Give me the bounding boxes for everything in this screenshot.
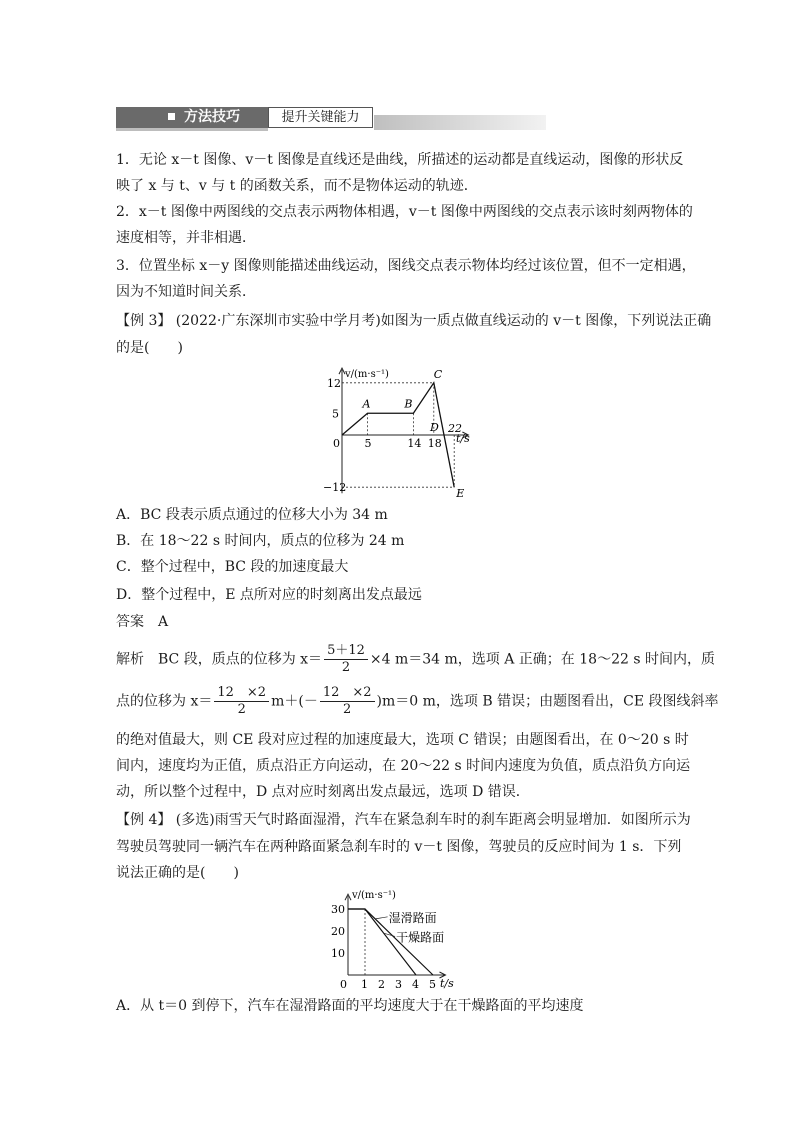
chart2-y-tick-label: 10: [331, 947, 345, 960]
fraction-3-denominator: 2: [343, 702, 352, 717]
example3-analysis-line-4: 间内，速度均为正值，质点沿正方向运动，在 20～22 s 时间内速度为负值，质点沿负方向运: [116, 758, 691, 774]
analysis-text: 解析 BC 段，质点的位移为 x＝: [116, 651, 323, 668]
example3-vt-chart: [320, 366, 500, 498]
point-3-line-2: 因为不知道时间关系．: [116, 284, 256, 300]
chart2-series-label-2: 干燥路面: [396, 930, 445, 945]
point-1-line-1: 1．无论 x－t 图像、v－t 图像是直线还是曲线，所描述的运动都是直线运动，图像的形状反: [116, 152, 684, 168]
chart2-series-labels: [375, 911, 444, 945]
chart1-x-axis-label: t/s: [456, 432, 470, 445]
point-2-line-2: 速度相等，并非相遇．: [116, 230, 256, 246]
example3-option-b: B．在 18～22 s 时间内，质点的位移为 24 m: [116, 533, 405, 549]
chart1-point-label-C: C: [433, 367, 443, 381]
chart1-point-label-B: B: [404, 397, 413, 411]
chart1-y-tick-label: 5: [332, 407, 339, 421]
chart1-y-axis-label: v/(m·s⁻¹): [345, 369, 389, 380]
chart2-x-tick-label: 2: [378, 978, 385, 991]
section-banner: [116, 107, 432, 131]
chart1-y-tick-label: 12: [327, 376, 341, 390]
chart1-x-tick-label: 0: [333, 437, 340, 450]
chart2-x-tick-label: 5: [429, 978, 436, 991]
chart1-point-label-A: A: [362, 397, 371, 411]
point-3-line-1: 3．位置坐标 x－y 图像则能描述曲线运动，图线交点表示物体均经过该位置，但不一定相遇，: [116, 258, 696, 274]
square-bullet-icon: [168, 113, 175, 120]
chart1-x-tick-label: 5: [364, 437, 372, 450]
chart2-x-tick-label: 3: [395, 978, 402, 991]
example3-option-c: C．整个过程中，BC 段的加速度最大: [116, 559, 349, 575]
fraction-3: [320, 685, 375, 718]
banner-underline: [116, 128, 268, 131]
fraction-1: [324, 643, 368, 676]
example3-analysis-line-2: [116, 685, 719, 718]
example3-question-line-1: 【例 3】 (2022·广东深圳市实验中学月考)如图为一质点做直线运动的 v－t 图像，下列说法正确: [116, 313, 712, 329]
fraction-2-numerator: 12 ×2: [214, 685, 269, 702]
chart2-x-tick-label: 4: [412, 978, 419, 991]
analysis-text: )m＝0 m，选项 B 错误；由题图看出，CE 段图线斜率: [376, 693, 719, 710]
chart1-y-tick-label: −12: [323, 481, 347, 495]
example3-option-a: A．BC 段表示质点通过的位移大小为 34 m: [116, 507, 388, 523]
example3-analysis-line-5: 动，所以整个过程中，D 点对应时刻离出发点最远，选项 D 错误．: [116, 784, 530, 800]
chart2-y-axis-label: v/(m·s⁻¹): [352, 890, 396, 901]
example4-vt-chart: [318, 886, 488, 992]
fraction-3-numerator: 12 ×2: [320, 685, 375, 702]
example3-option-d: D．整个过程中，E 点所对应的时刻离出发点最远: [116, 587, 422, 603]
chart1-x-tick-label: 22: [448, 422, 462, 435]
example3-analysis-line-3: 的绝对值最大，则 CE 段对应过程的加速度最大，选项 C 错误；由题图看出，在 0～20 s 时: [116, 732, 689, 748]
example4-option-a: A．从 t＝0 到停下，汽车在湿滑路面的平均速度大于在干燥路面的平均速度: [116, 998, 584, 1014]
chart2-leader-line: [375, 917, 387, 919]
fraction-2-denominator: 2: [237, 702, 246, 717]
chart2-series-label-1: 湿滑路面: [388, 910, 437, 925]
chart1-point-label-D: D: [430, 421, 439, 434]
chart2-y-tick-label: 20: [331, 925, 345, 938]
chart2-x-tick-label: 1: [361, 978, 368, 991]
chart2-x-tick-label: 0: [340, 978, 347, 991]
chart2-y-tick-label: 30: [331, 903, 345, 916]
example4-question-line-2: 驾驶员驾驶同一辆汽车在两种路面紧急刹车时的 v－t 图像，驾驶员的反应时间为 1 s．下列: [116, 839, 682, 855]
point-2-line-1: 2．x－t 图像中两图线的交点表示两物体相遇，v－t 图像中两图线的交点表示该时刻两物体的: [116, 204, 693, 220]
example4-question-line-1: 【例 4】 (多选)雨雪天气时路面湿滑，汽车在紧急刹车时的刹车距离会明显增加．如图所示为: [116, 812, 691, 828]
banner-subtitle: 提升关键能力: [268, 107, 373, 128]
chart1-x-tick-label: 18: [427, 437, 442, 450]
chart2-x-axis-label: t/s: [440, 977, 454, 990]
fraction-1-numerator: 5＋12: [324, 643, 368, 660]
banner-decoration: [374, 115, 546, 130]
example3-analysis-line-1: [116, 643, 715, 676]
banner-title: 方法技巧: [184, 109, 240, 125]
point-1-line-2: 映了 x 与 t、v 与 t 的函数关系，而不是物体运动的轨迹．: [116, 178, 478, 194]
fraction-2: [214, 685, 269, 718]
analysis-text: ×4 m＝34 m，选项 A 正确；在 18～22 s 时间内，质: [369, 651, 715, 668]
example3-question-line-2: 的是( ): [116, 340, 183, 356]
example3-answer: 答案 A: [116, 614, 169, 630]
chart1-x-tick-label: 14: [407, 437, 422, 450]
chart1-point-label-E: E: [456, 487, 465, 498]
analysis-text: m＋(－: [271, 693, 318, 710]
fraction-1-denominator: 2: [341, 660, 351, 675]
analysis-text: 点的位移为 x＝: [116, 693, 213, 710]
example4-question-line-3: 说法正确的是( ): [116, 865, 239, 881]
